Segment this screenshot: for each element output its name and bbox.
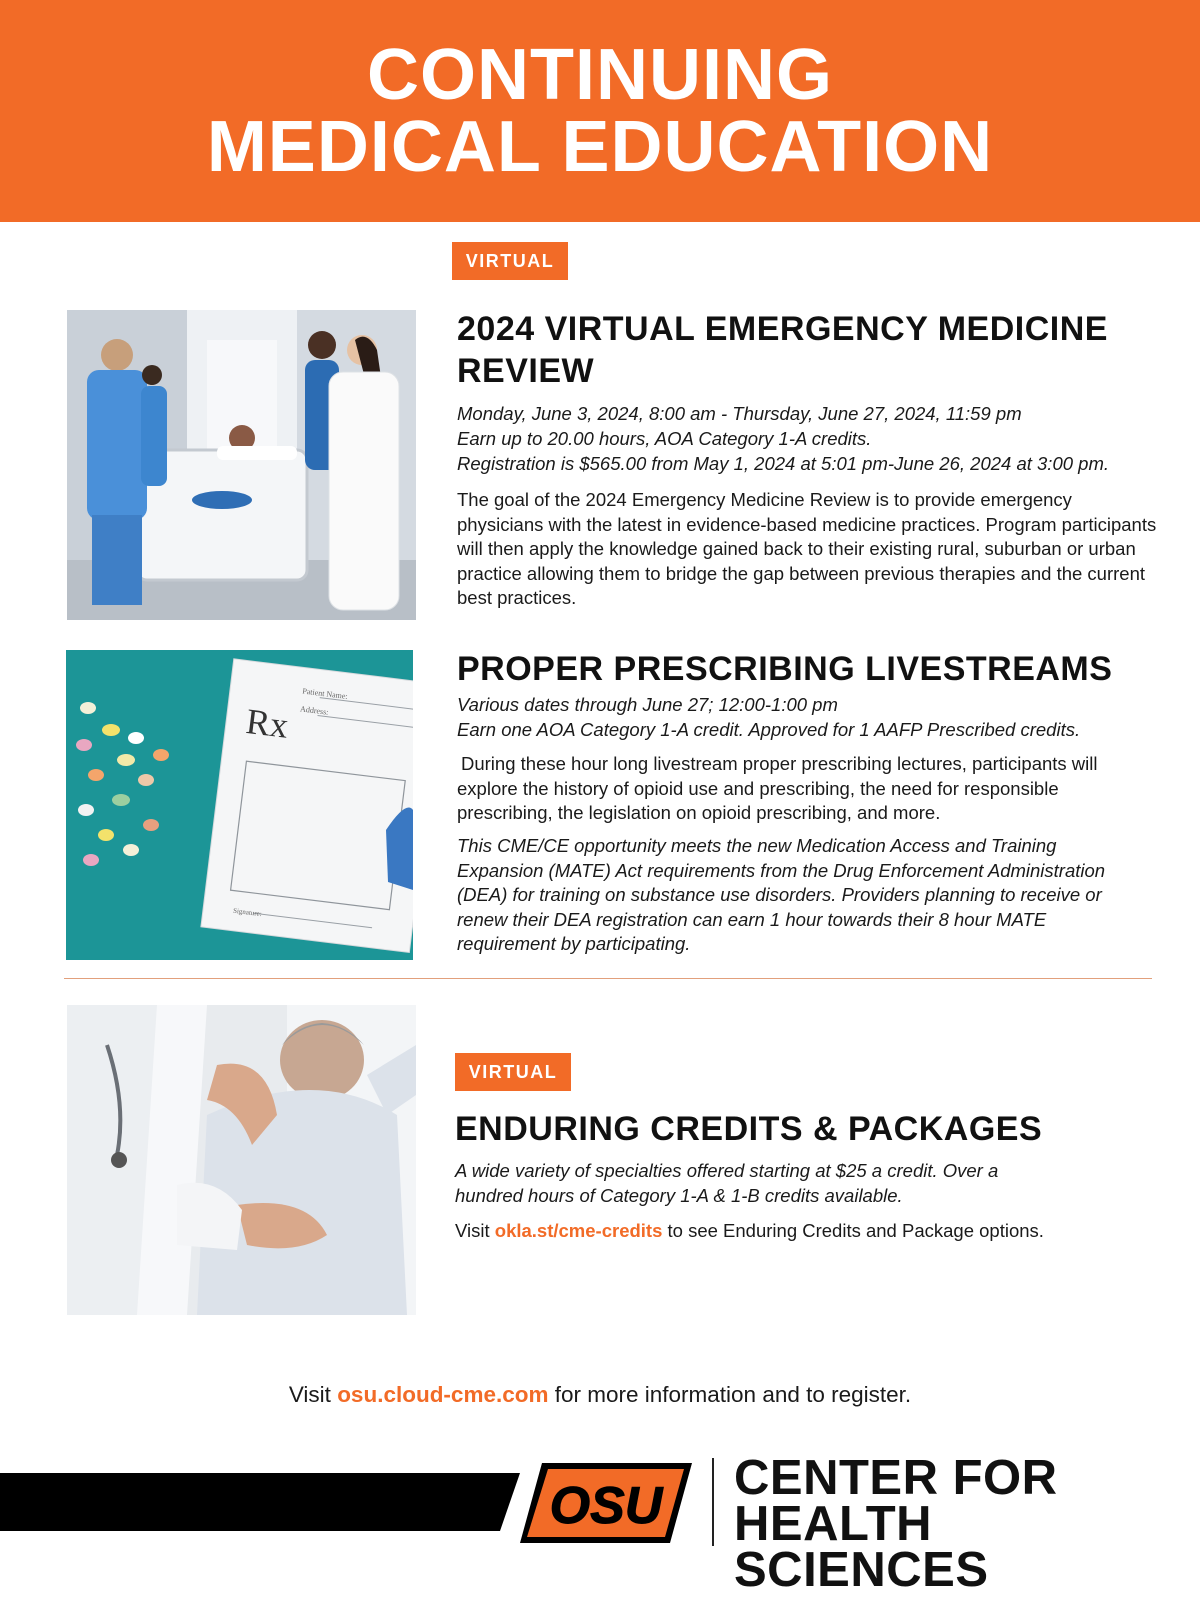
- cme-credits-link[interactable]: okla.st/cme-credits: [494, 1220, 663, 1241]
- prescribing-credits: Earn one AOA Category 1-A credit. Approved for 1 AAFP Prescribed credits.: [457, 719, 1081, 740]
- prescribing-dates: Various dates through June 27; 12:00-1:00 pm: [457, 694, 838, 715]
- enduring-visit-prefix: Visit: [455, 1220, 490, 1241]
- emergency-review-description: The goal of the 2024 Emergency Medicine Review is to provide emergency physicians with the latest in evidence-based medicine practices. Program participants will then apply the knowledge gained back to their existing rural, suburban or urban practice allowing them to bridge the gap between previous therapies and the current best practices.: [457, 489, 1157, 608]
- emergency-review-details: [457, 401, 1109, 476]
- black-stripe: [0, 1473, 520, 1531]
- header-title-line1: CONTINUING: [367, 35, 833, 115]
- emergency-review-credits: Earn up to 20.00 hours, AOA Category 1-A credits.: [457, 428, 872, 449]
- emergency-review-title: [457, 308, 1177, 392]
- emergency-hallway-photo: [67, 310, 416, 620]
- enduring-visit-line: [455, 1219, 1044, 1244]
- virtual-badge-enduring: VIRTUAL: [455, 1053, 571, 1091]
- rx-symbol: Rx: [243, 700, 291, 746]
- prescribing-details: [457, 692, 1080, 742]
- enduring-credits-title: ENDURING CREDITS & PACKAGES: [455, 1110, 1043, 1148]
- prescribing-description: During these hour long livestream proper prescribing lectures, participants will explore the history of opioid use and prescribing, the need for responsible prescribing, the legislation on opioid prescribing, and more.: [457, 753, 1098, 823]
- signature-label: Signature:: [232, 906, 263, 919]
- org-name-line1: CENTER FOR: [734, 1451, 1058, 1505]
- address-label: Address:: [299, 704, 330, 717]
- enduring-visit-suffix: to see Enduring Credits and Package options.: [667, 1220, 1044, 1241]
- osu-logo: [520, 1455, 692, 1551]
- enduring-line2: hundred hours of Category 1-A & 1-B credits available.: [455, 1185, 903, 1206]
- emergency-review-title-line2: REVIEW: [457, 352, 595, 390]
- footer-visit-suffix: for more information and to register.: [554, 1382, 912, 1407]
- enduring-line1: A wide variety of specialties offered starting at $25 a credit. Over a: [455, 1160, 999, 1181]
- page-header: [0, 0, 1200, 222]
- virtual-badge: VIRTUAL: [452, 242, 568, 280]
- logo-separator: [712, 1458, 714, 1546]
- physical-therapy-photo: [67, 1005, 416, 1315]
- section-divider: [64, 978, 1152, 979]
- enduring-credits-details: [455, 1158, 998, 1208]
- prescribing-title: PROPER PRESCRIBING LIVESTREAMS: [457, 650, 1113, 688]
- footer-visit-prefix: Visit: [288, 1382, 331, 1407]
- org-name-line2: HEALTH SCIENCES: [734, 1497, 989, 1597]
- emergency-review-title-line1: 2024 VIRTUAL EMERGENCY MEDICINE: [457, 310, 1108, 348]
- prescription-pad-photo: [66, 650, 413, 960]
- emergency-review-registration: Registration is $565.00 from May 1, 2024 at 5:01 pm-June 26, 2024 at 3:00 pm.: [457, 453, 1109, 474]
- osu-cloud-cme-link[interactable]: osu.cloud-cme.com: [337, 1382, 549, 1407]
- emergency-review-date: Monday, June 3, 2024, 8:00 am - Thursday, June 27, 2024, 11:59 pm: [457, 403, 1022, 424]
- osu-logo-text: OSU: [549, 1477, 663, 1535]
- center-for-health-sciences: [734, 1451, 1200, 1597]
- footer-visit-line: [0, 1382, 1200, 1408]
- mate-requirement-note: This CME/CE opportunity meets the new Medication Access and Training Expansion (MATE) Act requirements from the Drug Enforcement Administration (DEA) for training on substance use disorders. Providers planning to receive or renew their DEA registration can earn 1 hour towards their 8 hour MATE requirement by participating.: [457, 835, 1106, 954]
- patient-name-label: Patient Name:: [301, 686, 349, 701]
- header-title-line2: MEDICAL EDUCATION: [206, 107, 994, 187]
